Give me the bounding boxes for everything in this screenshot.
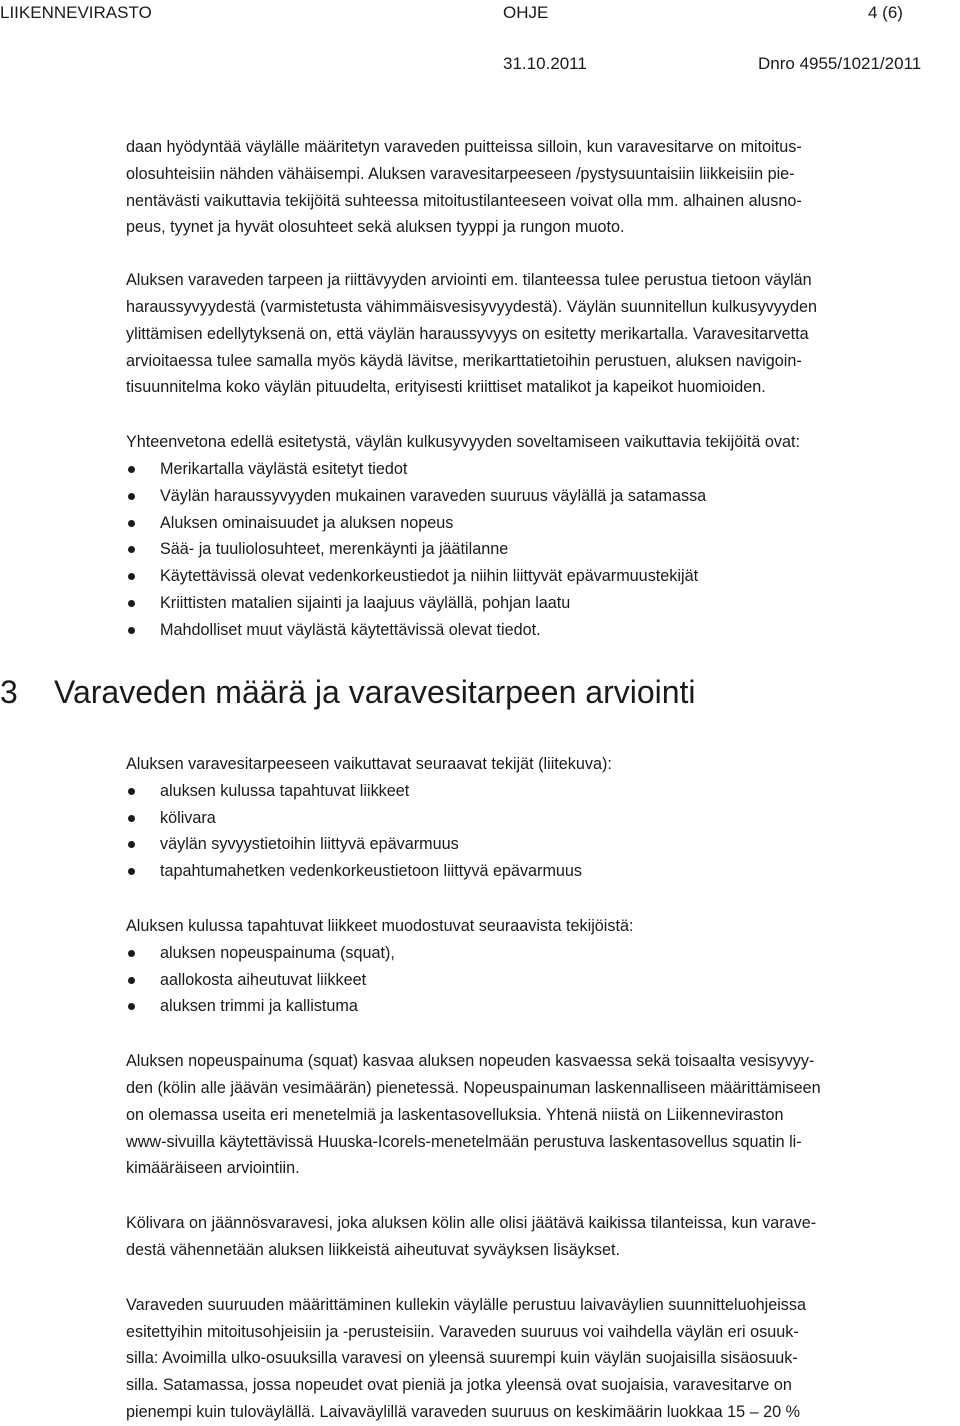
section-heading: [0, 672, 696, 712]
paragraph-intro: daan hyödyntää väylälle määritetyn varaveden puitteissa silloin, kun varavesitarve on mitoitus- olosuhteisiin nähden vähäisempi. Aluksen varavesitarpeeseen /pystysuuntaisiin liikkeisiin pie- nentävästi vaikuttavia tekijöitä suhteessa mitoitustilanteeseen voivat olla mm. alhainen alusno- peus, tyynet ja hyvät olosuhteet sekä aluksen tyyppi ja rungon muoto.: [126, 138, 802, 237]
list-item: Käytettävissä olevat vedenkorkeustiedot ja niihin liittyvät epävarmuustekijät: [126, 563, 956, 590]
list-item: Kriittisten matalien sijainti ja laajuus väylällä, pohjan laatu: [126, 590, 956, 617]
document-body: [126, 134, 956, 644]
list-item: Sää- ja tuuliolosuhteet, merenkäynti ja jäätilanne: [126, 536, 956, 563]
list-item: aallokosta aiheutuvat liikkeet: [126, 967, 956, 994]
doc-reference: Dnro 4955/1021/2011: [758, 54, 922, 73]
motions-list: [126, 940, 956, 1020]
paragraph-requirements: Aluksen varavesitarpeeseen vaikuttavat seuraavat tekijät (liitekuva):: [126, 755, 612, 773]
list-item: Mahdolliset muut väylästä käytettävissä olevat tiedot.: [126, 617, 956, 644]
list-item: aluksen trimmi ja kallistuma: [126, 993, 956, 1020]
page-number: 4 (6): [868, 3, 903, 22]
doc-date: 31.10.2011: [503, 54, 587, 73]
paragraph-reserve-water: Varaveden suuruuden määrittäminen kullekin väylälle perustuu laivaväylien suunnitteluohjeissa esitettyihin mitoitusohjeisiin ja -perusteisiin. Varaveden suuruus voi vaihdella väylän eri osuuk- silla: Avoimilla ulko-osuuksilla varavesi on yleensä suurempi kuin väylän suojaisilla sisäosuuk- silla. Satamassa, jossa nopeudet ovat pieniä ja jotka yleensä ovat suojaisia, varavesitarve on pienempi kuin tuloväylällä. Laivaväylillä varaveden suuruus on keskimäärin luokkaa 15 – 20 %: [126, 1295, 806, 1421]
doc-type: OHJE: [503, 3, 549, 22]
list-item: Merikartalla väylästä esitetyt tiedot: [126, 456, 956, 483]
list-item: Aluksen ominaisuudet ja aluksen nopeus: [126, 510, 956, 537]
org-name: LIIKENNEVIRASTO: [0, 3, 152, 22]
paragraph-keel-clearance: Kölivara on jäännösvaravesi, joka aluksen kölin alle olisi jäätävä kaikissa tilanteissa, kun varave- destä vähennetään aluksen liikkeistä aiheutuvat syväyksen lisäykset.: [126, 1214, 817, 1259]
list-item: aluksen nopeuspainuma (squat),: [126, 940, 956, 967]
section-number: 3: [0, 674, 18, 710]
list-item: kölivara: [126, 805, 956, 832]
section-title: Varaveden määrä ja varavesitarpeen arviointi: [54, 674, 696, 710]
paragraph-squat: Aluksen nopeuspainuma (squat) kasvaa aluksen nopeuden kasvaessa sekä toisaalta vesisyvyy- den (kölin alle jäävän vesimäärän) pienetessä. Nopeuspainuman laskennalliseen määrittämiseen on olemassa useita eri menetelmiä ja laskentasovelluksia. Yhtenä niistä on Liikenneviraston www-sivuilla käytettävissä Huuska-Icorels-menetelmään perustuva laskentasovellus squatin li- kimääräiseen arviointiin.: [126, 1052, 821, 1178]
list-item: väylän syvyystietoihin liittyvä epävarmuus: [126, 831, 956, 858]
requirements-list: [126, 778, 956, 885]
paragraph-assessment: Aluksen varaveden tarpeen ja riittävyyden arviointi em. tilanteessa tulee perustua tietoon väylän haraussyvyydestä (varmistetusta vähimmäisvesisyvyydestä). Väylän suunnitellun kulkusyvyyden ylittämisen edellytyksenä on, että väylän haraussyvyys on esitetty merikartalla. Varavesitarvetta arvioitaessa tulee samalla myös käydä lävitse, merikarttatietoihin perustuen, aluksen navigoin- tisuunnitelma koko väylän pituudelta, erityisesti kriittiset matalikot ja kapeikot huomioiden.: [126, 271, 817, 397]
factors-list: [126, 456, 956, 644]
list-item: Väylän haraussyvyyden mukainen varaveden suuruus väylällä ja satamassa: [126, 483, 956, 510]
section-body: [126, 751, 956, 1426]
list-item: aluksen kulussa tapahtuvat liikkeet: [126, 778, 956, 805]
paragraph-summary: Yhteenvetona edellä esitetystä, väylän kulkusyvyyden soveltamiseen vaikuttavia tekijöitä ovat:: [126, 433, 800, 452]
paragraph-motions: Aluksen kulussa tapahtuvat liikkeet muodostuvat seuraavista tekijöistä:: [126, 916, 634, 935]
list-item: tapahtumahetken vedenkorkeustietoon liittyvä epävarmuus: [126, 858, 956, 885]
